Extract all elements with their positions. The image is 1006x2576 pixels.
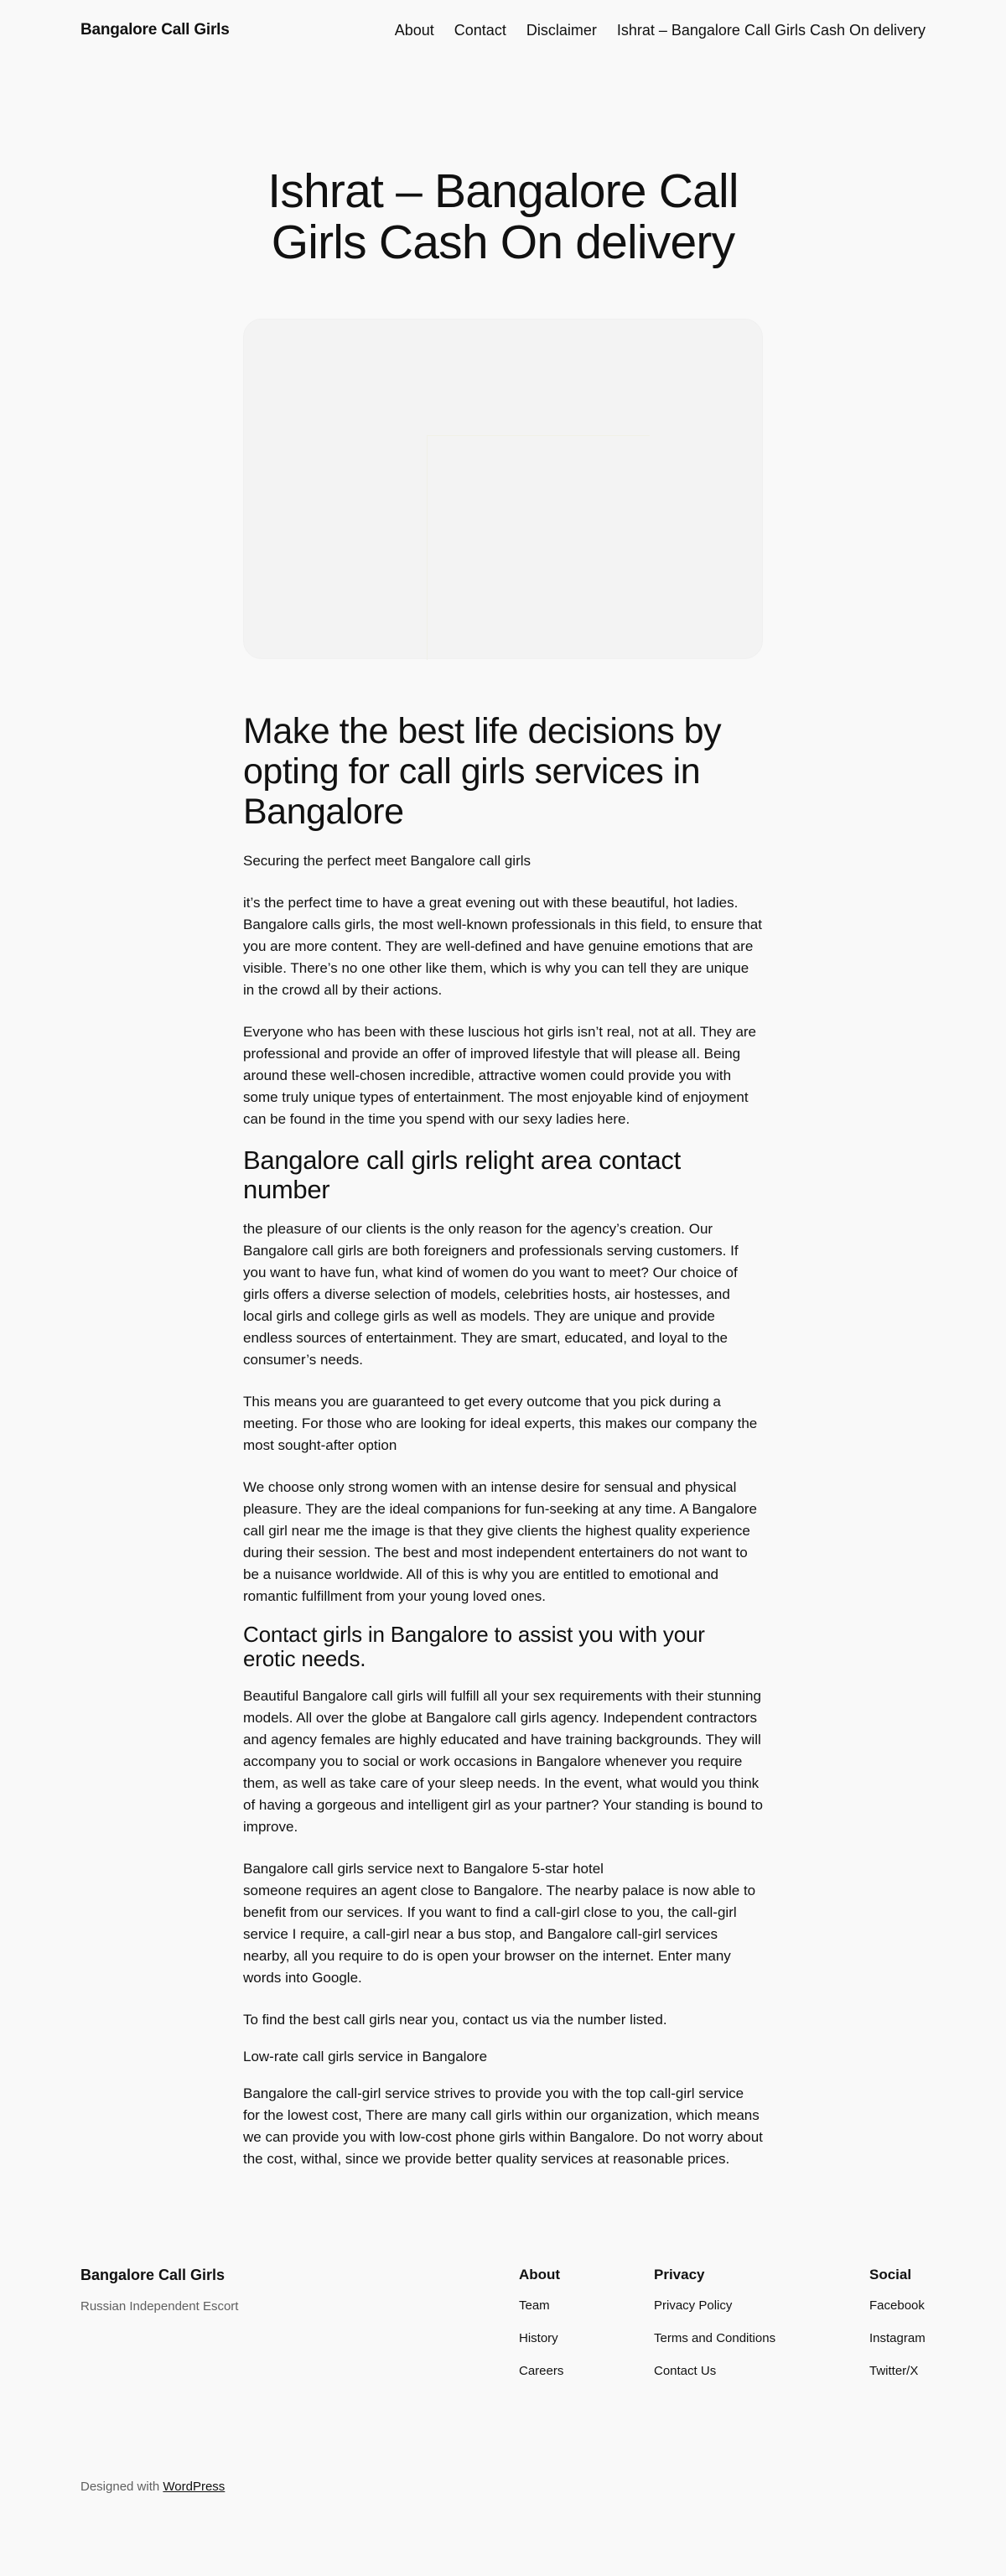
footer-link-facebook[interactable]: Facebook	[869, 2298, 925, 2313]
footer-link-privacy-policy[interactable]: Privacy Policy	[654, 2298, 733, 2313]
footer-credit	[80, 2479, 225, 2496]
primary-nav	[395, 18, 926, 42]
section-heading-3: Contact girls in Bangalore to assist you with your erotic needs.	[243, 1622, 705, 1671]
footer-link-instagram[interactable]: Instagram	[869, 2331, 926, 2345]
section-heading-2: Bangalore call girls relight area contact number	[243, 1145, 681, 1204]
paragraph: We choose only strong women with an intense desire for sensual and physical pleasure. They are the ideal companions for fun-seeking at any time. A Bangalore call girl near me the image is that they give clients the highest quality experience during their session. The best and most independent entertainers do not want to be a nuisance worldwide. All of this is why you are entitled to emotional and romantic fulfillment from your young loved ones.	[243, 1479, 758, 1604]
footer-column-about	[519, 2264, 563, 2396]
section-heading-1: Make the best life decisions by opting for call girls services in Bangalore	[243, 711, 722, 832]
site-header	[80, 18, 926, 42]
nav-item-about[interactable]: About	[394, 22, 434, 39]
footer-column-social	[869, 2264, 926, 2396]
paragraph: Bangalore the call-girl service strives to provide you with the top call-girl service for the lowest cost, There are many call girls within our organization, which means we can provide you with low-cost phone girls within Bangalore. Do not worry about the cost, withal, since we provide better quality services at reasonable prices.	[243, 2085, 763, 2167]
footer-link-terms[interactable]: Terms and Conditions	[654, 2331, 776, 2345]
credit-prefix: Designed with	[80, 2480, 163, 2494]
paragraph: Everyone who has been with these luscious hot girls isn’t real, not at all. They are professional and provide an offer of improved lifestyle that will please all. Being around these well-chosen incredible, attractive women could provide you with some truly unique types of entertainment. The most enjoyable kind of enjoyment can be found in the time you spend with our sexy ladies here.	[243, 1024, 757, 1127]
footer-column-title: Social	[869, 2267, 912, 2283]
footer-tagline: Russian Independent Escort	[80, 2299, 239, 2314]
footer-link-careers[interactable]: Careers	[519, 2364, 564, 2378]
footer-link-twitter[interactable]: Twitter/X	[869, 2364, 919, 2378]
paragraph-line: Bangalore call girls service next to Bangalore 5-star hotel	[243, 1861, 604, 1877]
footer-brand	[80, 2264, 238, 2316]
paragraph: it’s the perfect time to have a great evening out with these beautiful, hot ladies. Bangalore calls girls, the most well-known professionals in this field, to ensure that you are more content. They are well-defined and have genuine emotions that are visible. There’s no one other like them, which is why you can tell they are unique in the crowd all by their actions.	[243, 895, 762, 998]
paragraph: Securing the perfect meet Bangalore call girls	[243, 853, 532, 869]
paragraph: the pleasure of our clients is the only reason for the agency’s creation. Our Bangalore call girls are both foreigners and professionals serving customers. If you want to have fun, what kind of women do you want to meet? Our choice of girls offers a diverse selection of models, celebrities hosts, air hostesses, and local girls and college girls as well as models. They are unique and provide endless sources of entertainment. They are smart, educated, and loyal to the consumer’s needs.	[243, 1221, 739, 1368]
site-title-link[interactable]: Bangalore Call Girls	[80, 21, 230, 39]
footer-link-team[interactable]: Team	[519, 2298, 550, 2313]
footer-link-history[interactable]: History	[519, 2331, 558, 2345]
paragraph-line: someone requires an agent close to Bangalore. The nearby palace is now able to benefit from our services. If you want to find a call-girl close to you, the call-girl service I require, a call-girl near a bus stop, and Bangalore call-girl services nearby, all you require to do is open your browser on the internet. Enter many words into Google.	[243, 1883, 756, 1986]
footer-link-contact-us[interactable]: Contact Us	[654, 2364, 717, 2378]
featured-image	[243, 319, 763, 659]
featured-image-inner	[427, 435, 650, 660]
footer-column-title: Privacy	[654, 2267, 705, 2283]
nav-item-disclaimer[interactable]: Disclaimer	[526, 22, 597, 39]
footer-column-privacy	[654, 2264, 775, 2396]
wordpress-link[interactable]: WordPress	[163, 2480, 226, 2494]
footer-site-title[interactable]: Bangalore Call Girls	[80, 2267, 226, 2283]
nav-item-current-page[interactable]: Ishrat – Bangalore Call Girls Cash On delivery	[616, 22, 926, 39]
paragraph: To find the best call girls near you, contact us via the number listed.	[243, 2012, 667, 2028]
page-title: Ishrat – Bangalore Call Girls Cash On delivery	[267, 164, 739, 269]
paragraph: Low-rate call girls service in Bangalore	[243, 2049, 488, 2064]
footer-column-title: About	[519, 2267, 561, 2283]
post-content	[243, 711, 763, 2190]
paragraph: Beautiful Bangalore call girls will fulfill all your sex requirements with their stunning models. All over the globe at Bangalore call girls agency. Independent contractors and agency females are highly educated and have training backgrounds. They will accompany you to social or work occasions in Bangalore whenever you require them, as well as take care of your sleep needs. In the event, what would you think of having a gorgeous and intelligent girl as your partner? Your standing is bound to improve.	[243, 1688, 763, 1835]
nav-item-contact[interactable]: Contact	[454, 22, 506, 39]
paragraph: This means you are guaranteed to get every outcome that you pick during a meeting. For those who are looking for ideal experts, this makes our company the most sought-after option	[243, 1394, 758, 1453]
paragraph	[243, 1858, 763, 1989]
